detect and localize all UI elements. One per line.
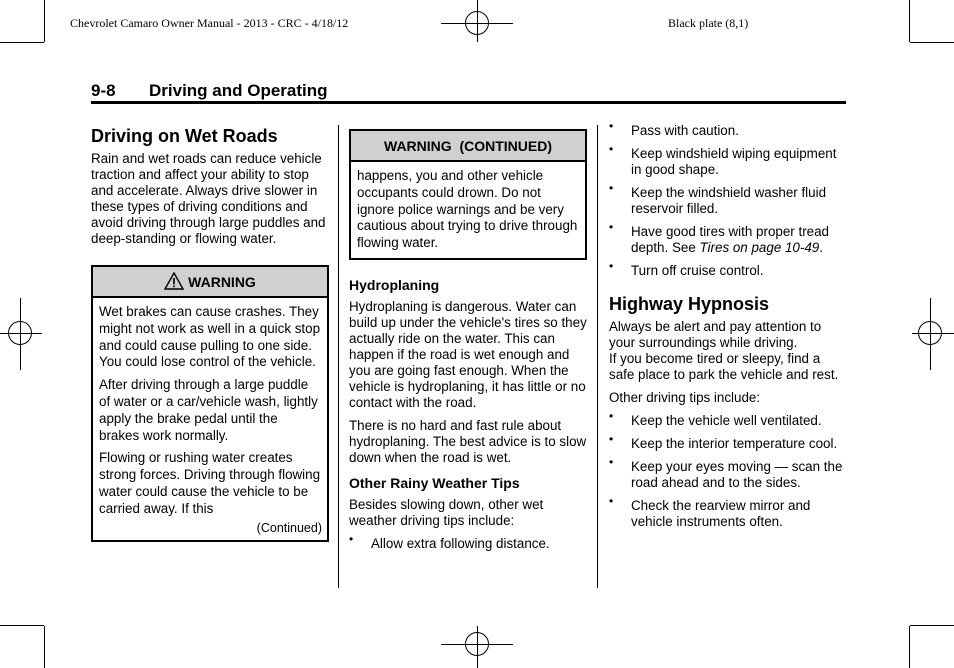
- warning-triangle-icon: [164, 272, 184, 290]
- crop-mark: [44, 0, 45, 42]
- wet-roads-intro: Rain and wet roads can reduce vehicle traction and affect your ability to stop and accelerate. Always drive slower in these types of driving conditions and avoid driving through large puddles and deep-standing or flowing water.: [91, 151, 326, 246]
- warning-paragraph: Flowing or rushing water creates strong forces. Driving through flowing water could cause the vehicle to be carried away. If this: [99, 450, 321, 516]
- hydroplaning-paragraph: There is no hard and fast rule about hydroplaning. The best advice is to slow down when the road is wet.: [349, 417, 587, 465]
- warning-paragraph: After driving through a large puddle of water or a car/vehicle wash, lightly apply the brake pedal until the brakes work normally.: [99, 377, 318, 443]
- column-1: [91, 125, 329, 542]
- hypnosis-paragraph: Other driving tips include:: [609, 390, 761, 405]
- section-heading-hydroplaning: Hydroplaning: [349, 276, 440, 293]
- hypnosis-tips-list: [609, 409, 849, 530]
- driving-tips-list: [609, 119, 849, 279]
- list-item: • Keep your eyes moving — scan the road ahead and to the sides.: [609, 455, 843, 490]
- crop-mark: [0, 625, 44, 626]
- warning-title: WARNING: [188, 274, 256, 290]
- warning-body: [93, 298, 327, 540]
- registration-mark: [0, 333, 42, 334]
- section-heading-highway-hypnosis: Highway Hypnosis: [609, 294, 770, 314]
- rainy-tips-intro: Besides slowing down, other wet weather driving tips include:: [349, 496, 544, 528]
- crop-mark: [910, 625, 954, 626]
- warning-paragraph: Wet brakes can cause crashes. They might not work as well in a quick stop and could cause pulling to one side. You could lose control of the vehicle.: [99, 304, 321, 370]
- list-item: • Keep the interior temperature cool.: [609, 432, 838, 451]
- warning-continued-box: [349, 129, 587, 260]
- hydroplaning-paragraph: Hydroplaning is dangerous. Water can build up under the vehicle's tires so they actually ride on the water. This can happen if the road is wet enough and you are going fast enough. When the vehicle is hydroplaning, it has little or no contact with the road.: [349, 298, 587, 410]
- hypnosis-paragraph: Always be alert and pay attention to your surroundings while driving.: [609, 319, 822, 350]
- warning-continued-body: [351, 162, 585, 258]
- hypnosis-paragraph: If you become tired or sleepy, find a safe place to park the vehicle and rest.: [609, 351, 839, 382]
- continued-label: (Continued): [256, 520, 322, 535]
- section-heading-rainy-tips: Other Rainy Weather Tips: [349, 474, 520, 491]
- crop-mark: [909, 626, 910, 668]
- column-3: [609, 119, 849, 537]
- list-item: • Check the rearview mirror and vehicle instruments often.: [609, 494, 811, 529]
- list-item: • Keep the windshield washer fluid reservoir filled.: [609, 181, 827, 216]
- list-item: • Keep windshield wiping equipment in good shape.: [609, 142, 837, 177]
- column-divider: [597, 125, 598, 588]
- tires-page-reference[interactable]: Tires on page 10-49: [699, 240, 820, 255]
- crop-mark: [0, 42, 44, 43]
- registration-mark: [20, 298, 21, 370]
- registration-mark: [477, 626, 478, 668]
- list-item: • Pass with caution.: [609, 119, 739, 138]
- list-item: • Have good tires with proper tread depth. See Tires on page 10-49.: [609, 220, 829, 255]
- print-header-right: Black plate (8,1): [668, 16, 749, 30]
- registration-mark: [477, 0, 478, 42]
- print-header-left: Chevrolet Camaro Owner Manual - 2013 - CRC - 4/18/12: [70, 16, 349, 30]
- page-number: 9-8: [91, 81, 116, 100]
- chapter-heading: [91, 81, 328, 101]
- chapter-title: Driving and Operating: [149, 81, 328, 100]
- warning-box: [91, 265, 329, 542]
- chapter-rule: [91, 101, 846, 104]
- section-heading-wet-roads: Driving on Wet Roads: [91, 126, 278, 146]
- rainy-tips-list: [349, 531, 587, 552]
- registration-mark: [930, 298, 931, 370]
- column-2: [349, 129, 587, 559]
- registration-mark: [912, 333, 954, 334]
- crop-mark: [909, 0, 910, 42]
- warning-continued-text: happens, you and other vehicle occupants could drown. Do not ignore police warnings and be very cautious about trying to drive through flowing water.: [357, 168, 578, 251]
- column-divider: [338, 125, 339, 588]
- list-item: • Turn off cruise control.: [609, 259, 764, 278]
- list-item: • Allow extra following distance.: [349, 531, 550, 551]
- crop-mark: [910, 42, 954, 43]
- warning-continued-header: WARNING (CONTINUED): [351, 131, 585, 162]
- list-item: • Keep the vehicle well ventilated.: [609, 409, 822, 428]
- warning-header: [93, 267, 327, 298]
- crop-mark: [44, 626, 45, 668]
